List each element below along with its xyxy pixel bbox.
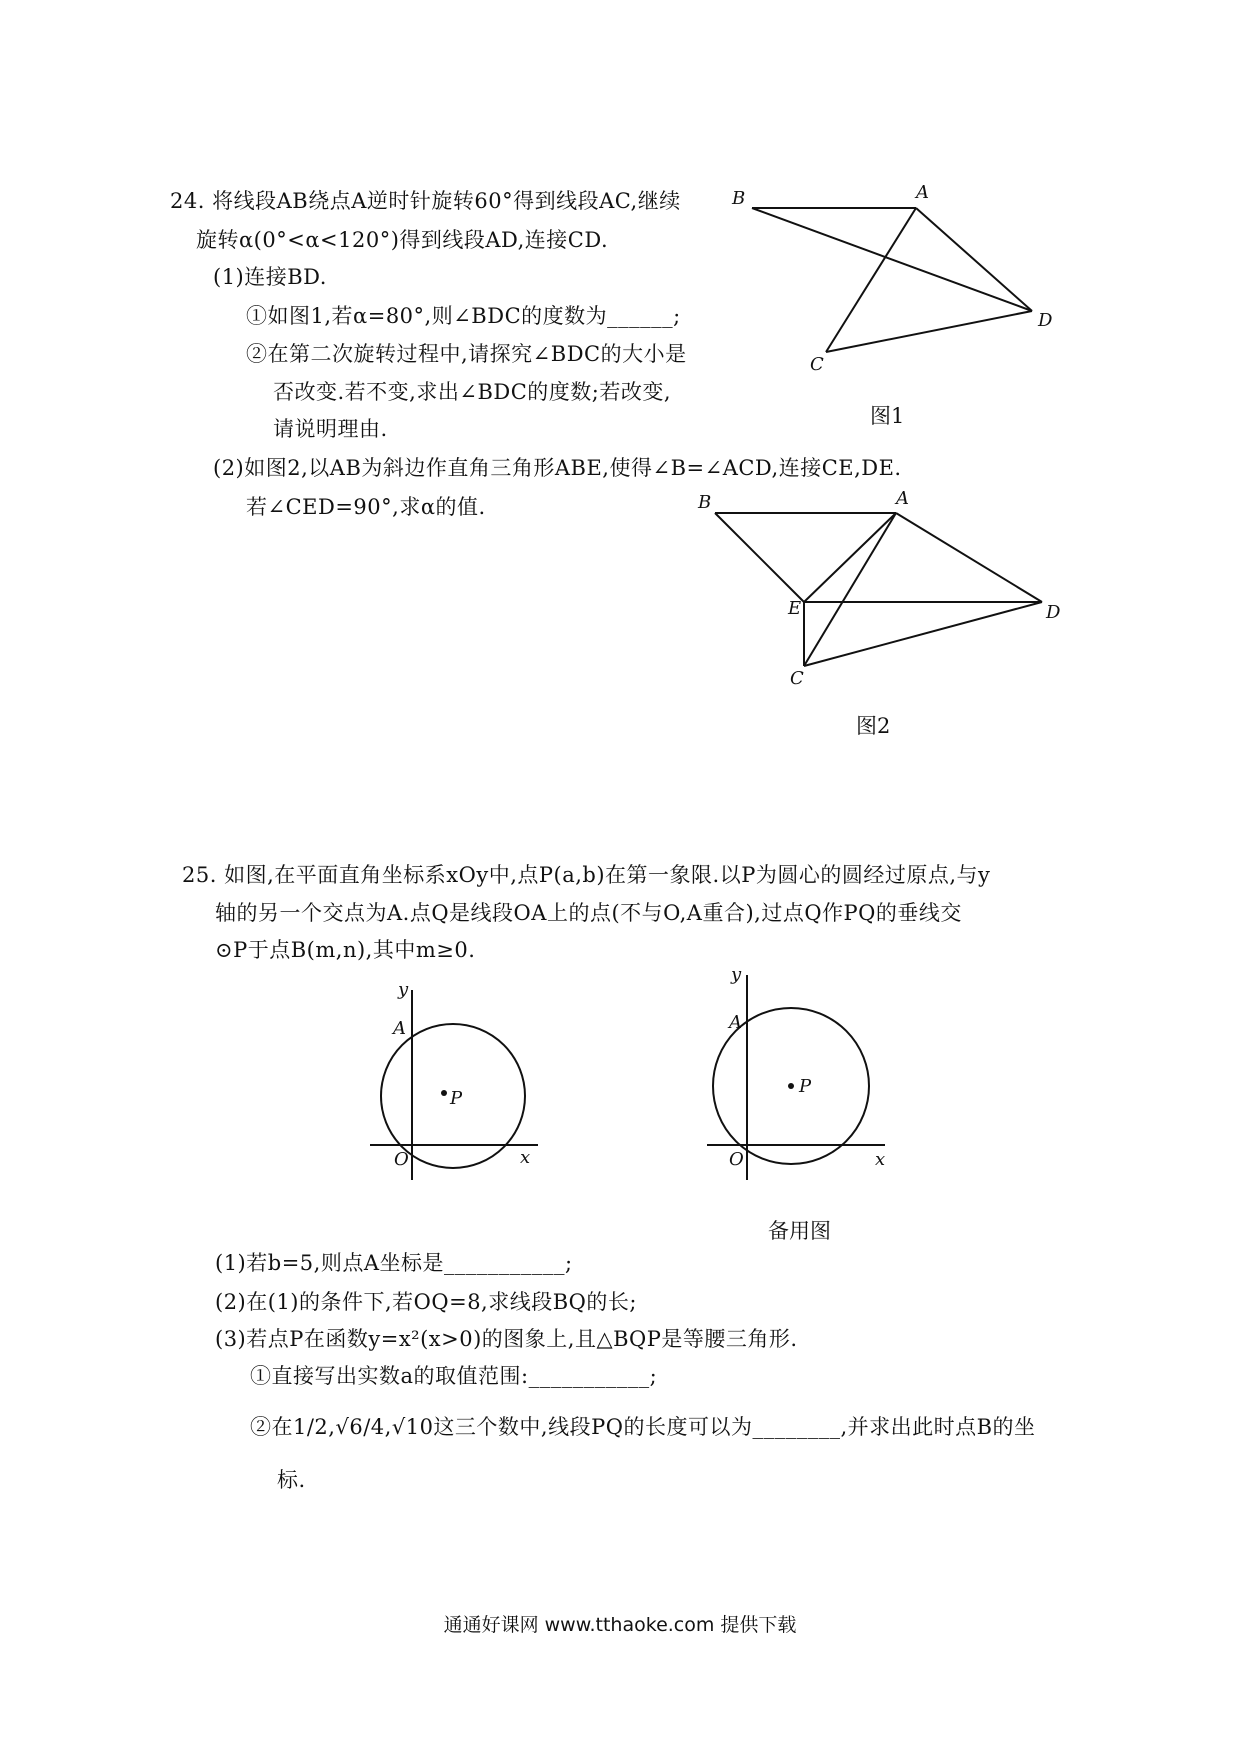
fig1-label-A: A (916, 182, 929, 203)
segment-AD (896, 513, 1042, 602)
label-x: x (520, 1147, 531, 1168)
footer-credit: 通通好课网 www.tthaoke.com 提供下载 (443, 1614, 797, 1636)
figure-2 (690, 490, 1070, 690)
q25-part3: (3)若点P在函数y=x²(x>0)的图象上,且△BQP是等腰三角形. (215, 1327, 798, 1351)
q25-part2: (2)在(1)的条件下,若OQ=8,求线段BQ的长; (215, 1290, 637, 1314)
segment-CA (826, 208, 916, 352)
segment-DC (826, 311, 1032, 352)
circle-figure (360, 975, 550, 1185)
q24-part2b: 若∠CED=90°,求α的值. (246, 495, 486, 519)
q25-line3: ⊙P于点B(m,n),其中m≥0. (215, 938, 476, 962)
q25-line2: 轴的另一个交点为A.点Q是线段OA上的点(不与O,A重合),过点Q作PQ的垂线交 (215, 901, 962, 925)
fig2-label-E: E (788, 598, 802, 619)
label-y: y (731, 964, 742, 985)
figure-1 (720, 180, 1070, 380)
q25-sub2-end: 标. (277, 1468, 306, 1492)
fig1-label-D: D (1038, 310, 1053, 331)
q24-line2: 旋转α(0°<α<120°)得到线段AD,连接CD. (196, 228, 609, 252)
label-A: A (729, 1012, 742, 1033)
segment-CD (804, 602, 1042, 666)
label-P: P (450, 1088, 463, 1109)
fig2-label-B: B (698, 492, 712, 513)
label-y: y (398, 979, 409, 1000)
spare-circle-figure (695, 960, 895, 1180)
fig1-caption: 图1 (870, 404, 905, 428)
q25-sub2: ②在1/2,√6/4,√10这三个数中,线段PQ的长度可以为________,并求出此时点B的坐 (250, 1415, 1036, 1439)
fig2-label-A: A (896, 490, 909, 509)
segment-AD (916, 208, 1032, 311)
segment-BE (715, 513, 804, 602)
q24-sub2b: 否改变.若不变,求出∠BDC的度数;若改变, (273, 380, 672, 404)
label-O: O (394, 1149, 409, 1170)
spare-caption: 备用图 (768, 1219, 831, 1243)
q24-line1: 24. 将线段AB绕点A逆时针旋转60°得到线段AC,继续 (170, 189, 681, 213)
fig1-label-C: C (810, 354, 824, 375)
q25-line1: 25. 如图,在平面直角坐标系xOy中,点P(a,b)在第一象限.以P为圆心的圆经过原点,与y (182, 863, 991, 887)
label-P: P (799, 1076, 812, 1097)
label-x: x (875, 1149, 886, 1170)
center-P (788, 1083, 794, 1089)
label-A: A (393, 1018, 406, 1039)
fig2-label-C: C (790, 668, 804, 689)
q24-part1: (1)连接BD. (213, 265, 327, 289)
fig2-label-D: D (1046, 602, 1061, 623)
q24-part2a: (2)如图2,以AB为斜边作直角三角形ABE,使得∠B=∠ACD,连接CE,DE. (213, 456, 902, 480)
fig1-label-B: B (732, 188, 746, 209)
q24-number: 24. (170, 189, 205, 213)
label-O: O (729, 1149, 744, 1170)
q24-sub2a: ②在第二次旋转过程中,请探究∠BDC的大小是 (246, 342, 687, 366)
q25-sub1: ①直接写出实数a的取值范围:___________; (250, 1364, 658, 1388)
q25-number: 25. (182, 863, 217, 887)
center-P (441, 1090, 447, 1096)
segment-BD (752, 208, 1032, 311)
q24-sub1: ①如图1,若α=80°,则∠BDC的度数为______; (246, 304, 681, 328)
fig2-caption: 图2 (856, 714, 891, 738)
q24-sub2c: 请说明理由. (273, 417, 388, 441)
q25-part1: (1)若b=5,则点A坐标是___________; (215, 1251, 573, 1275)
